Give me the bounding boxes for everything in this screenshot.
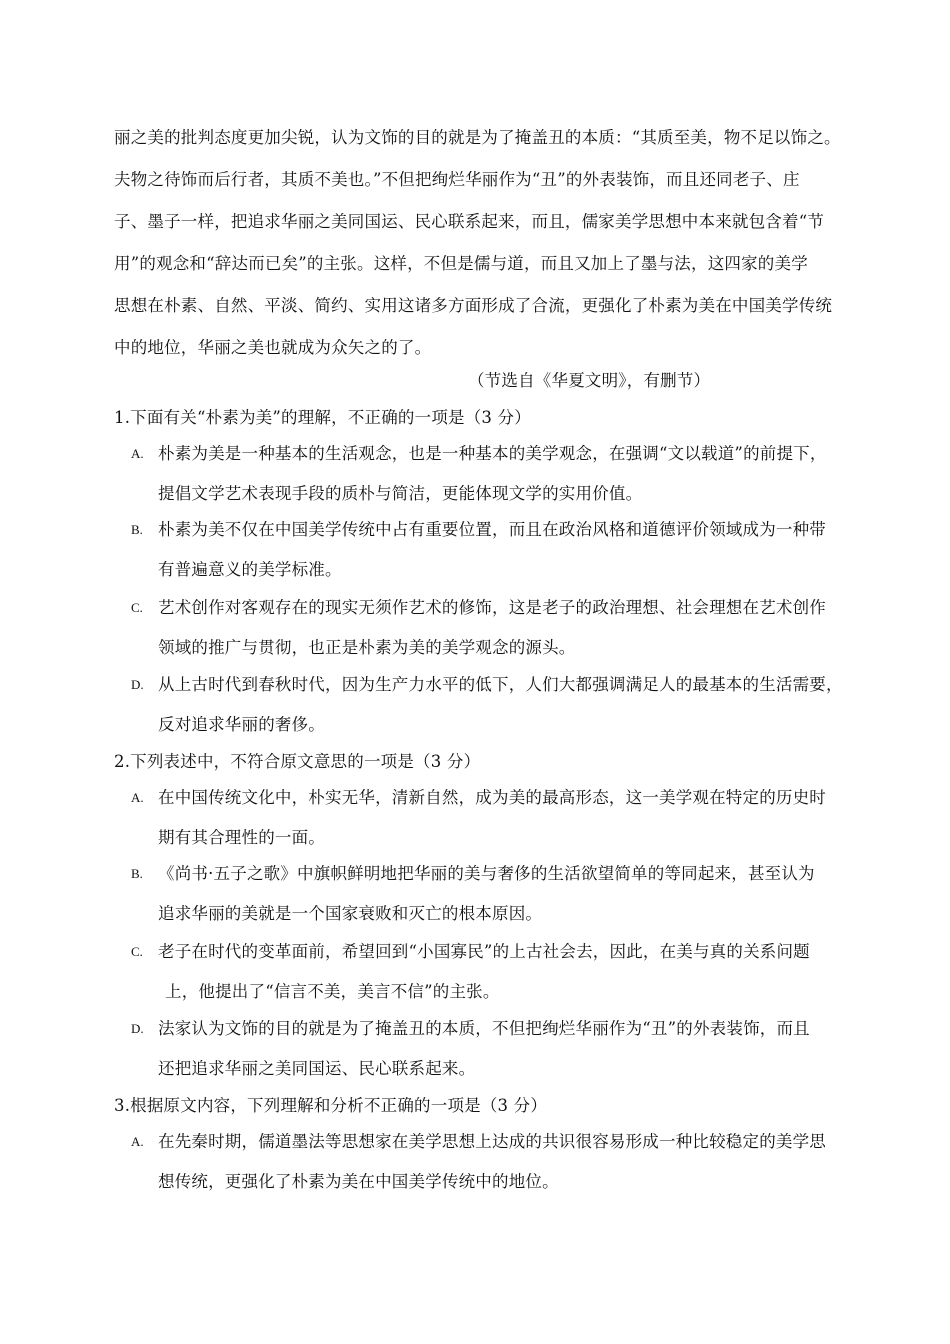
option-letter: A. xyxy=(131,790,144,805)
option-text: 有普遍意义的美学标准。 xyxy=(158,560,342,579)
option-letter: A. xyxy=(131,1134,144,1149)
question-stem: 2.下列表述中，不符合原文意思的一项是（3 分） xyxy=(114,752,481,771)
option-letter: D. xyxy=(131,677,144,692)
option-text: 朴素为美不仅在中国美学传统中占有重要位置，而且在政治风格和道德评价领域成为一种带 xyxy=(158,520,826,539)
option-letter: C. xyxy=(131,944,143,959)
option-text: 《尚书·五子之歌》中旗帜鲜明地把华丽的美与奢侈的生活欲望简单的等同起来，甚至认为 xyxy=(158,864,815,883)
passage-line: 子、墨子一样，把追求华丽之美同国运、民心联系起来，而且，儒家美学思想中本来就包含着“节 xyxy=(114,212,825,231)
option-text: 在中国传统文化中，朴实无华，清新自然，成为美的最高形态，这一美学观在特定的历史时 xyxy=(158,788,826,807)
option-text: 提倡文学艺术表现手段的质朴与简洁，更能体现文学的实用价值。 xyxy=(158,484,643,503)
passage-line: 用”的观念和“辞达而已矣”的主张。这样，不但是儒与道，而且又加上了墨与法，这四家的美学 xyxy=(114,254,808,273)
option-letter: B. xyxy=(131,522,143,537)
option-text: 艺术创作对客观存在的现实无须作艺术的修饰，这是老子的政治理想、社会理想在艺术创作 xyxy=(158,598,826,617)
option-letter: A. xyxy=(131,446,144,461)
option-text: 期有其合理性的一面。 xyxy=(158,828,325,847)
option-text: 老子在时代的变革面前，希望回到“小国寡民”的上古社会去，因此，在美与真的关系问题 xyxy=(158,942,810,961)
option-text: 追求华丽的美就是一个国家衰败和灭亡的根本原因。 xyxy=(158,904,543,923)
question-stem: 3.根据原文内容，下列理解和分析不正确的一项是（3 分） xyxy=(114,1096,548,1115)
option-letter: B. xyxy=(131,866,143,881)
option-text: 反对追求华丽的奢侈。 xyxy=(158,715,325,734)
passage-line: 夫物之待饰而后行者，其质不美也。”不但把绚烂华丽作为“丑”的外表装饰，而且还同老子、庄 xyxy=(114,170,800,189)
option-text: 上，他提出了“信言不美，美言不信”的主张。 xyxy=(165,982,500,1001)
option-text: 领域的推广与贯彻，也正是朴素为美的美学观念的源头。 xyxy=(158,638,576,657)
passage-line: 思想在朴素、自然、平淡、简约、实用这诸多方面形成了合流，更强化了朴素为美在中国美学传统 xyxy=(114,296,833,315)
option-text: 在先秦时期，儒道墨法等思想家在美学思想上达成的共识很容易形成一种比较稳定的美学思 xyxy=(158,1132,826,1151)
option-letter: D. xyxy=(131,1021,144,1036)
passage-line: 丽之美的批判态度更加尖锐，认为文饰的目的就是为了掩盖丑的本质：“其质至美，物不足以饰之。 xyxy=(114,128,841,147)
option-letter: C. xyxy=(131,600,143,615)
option-text: 还把追求华丽之美同国运、民心联系起来。 xyxy=(158,1059,476,1078)
option-text: 朴素为美是一种基本的生活观念，也是一种基本的美学观念，在强调“文以载道”的前提下， xyxy=(158,444,827,463)
passage-source: （节选自《华夏文明》，有删节） xyxy=(468,371,711,390)
option-text: 从上古时代到春秋时代，因为生产力水平的低下，人们大都强调满足人的最基本的生活需要， xyxy=(158,675,843,694)
passage-line: 中的地位，华丽之美也就成为众矢之的了。 xyxy=(114,338,432,357)
question-stem: 1.下面有关“朴素为美”的理解，不正确的一项是（3 分） xyxy=(114,408,531,427)
option-text: 法家认为文饰的目的就是为了掩盖丑的本质，不但把绚烂华丽作为“丑”的外表装饰，而且 xyxy=(158,1019,810,1038)
option-text: 想传统，更强化了朴素为美在中国美学传统中的地位。 xyxy=(158,1172,559,1191)
